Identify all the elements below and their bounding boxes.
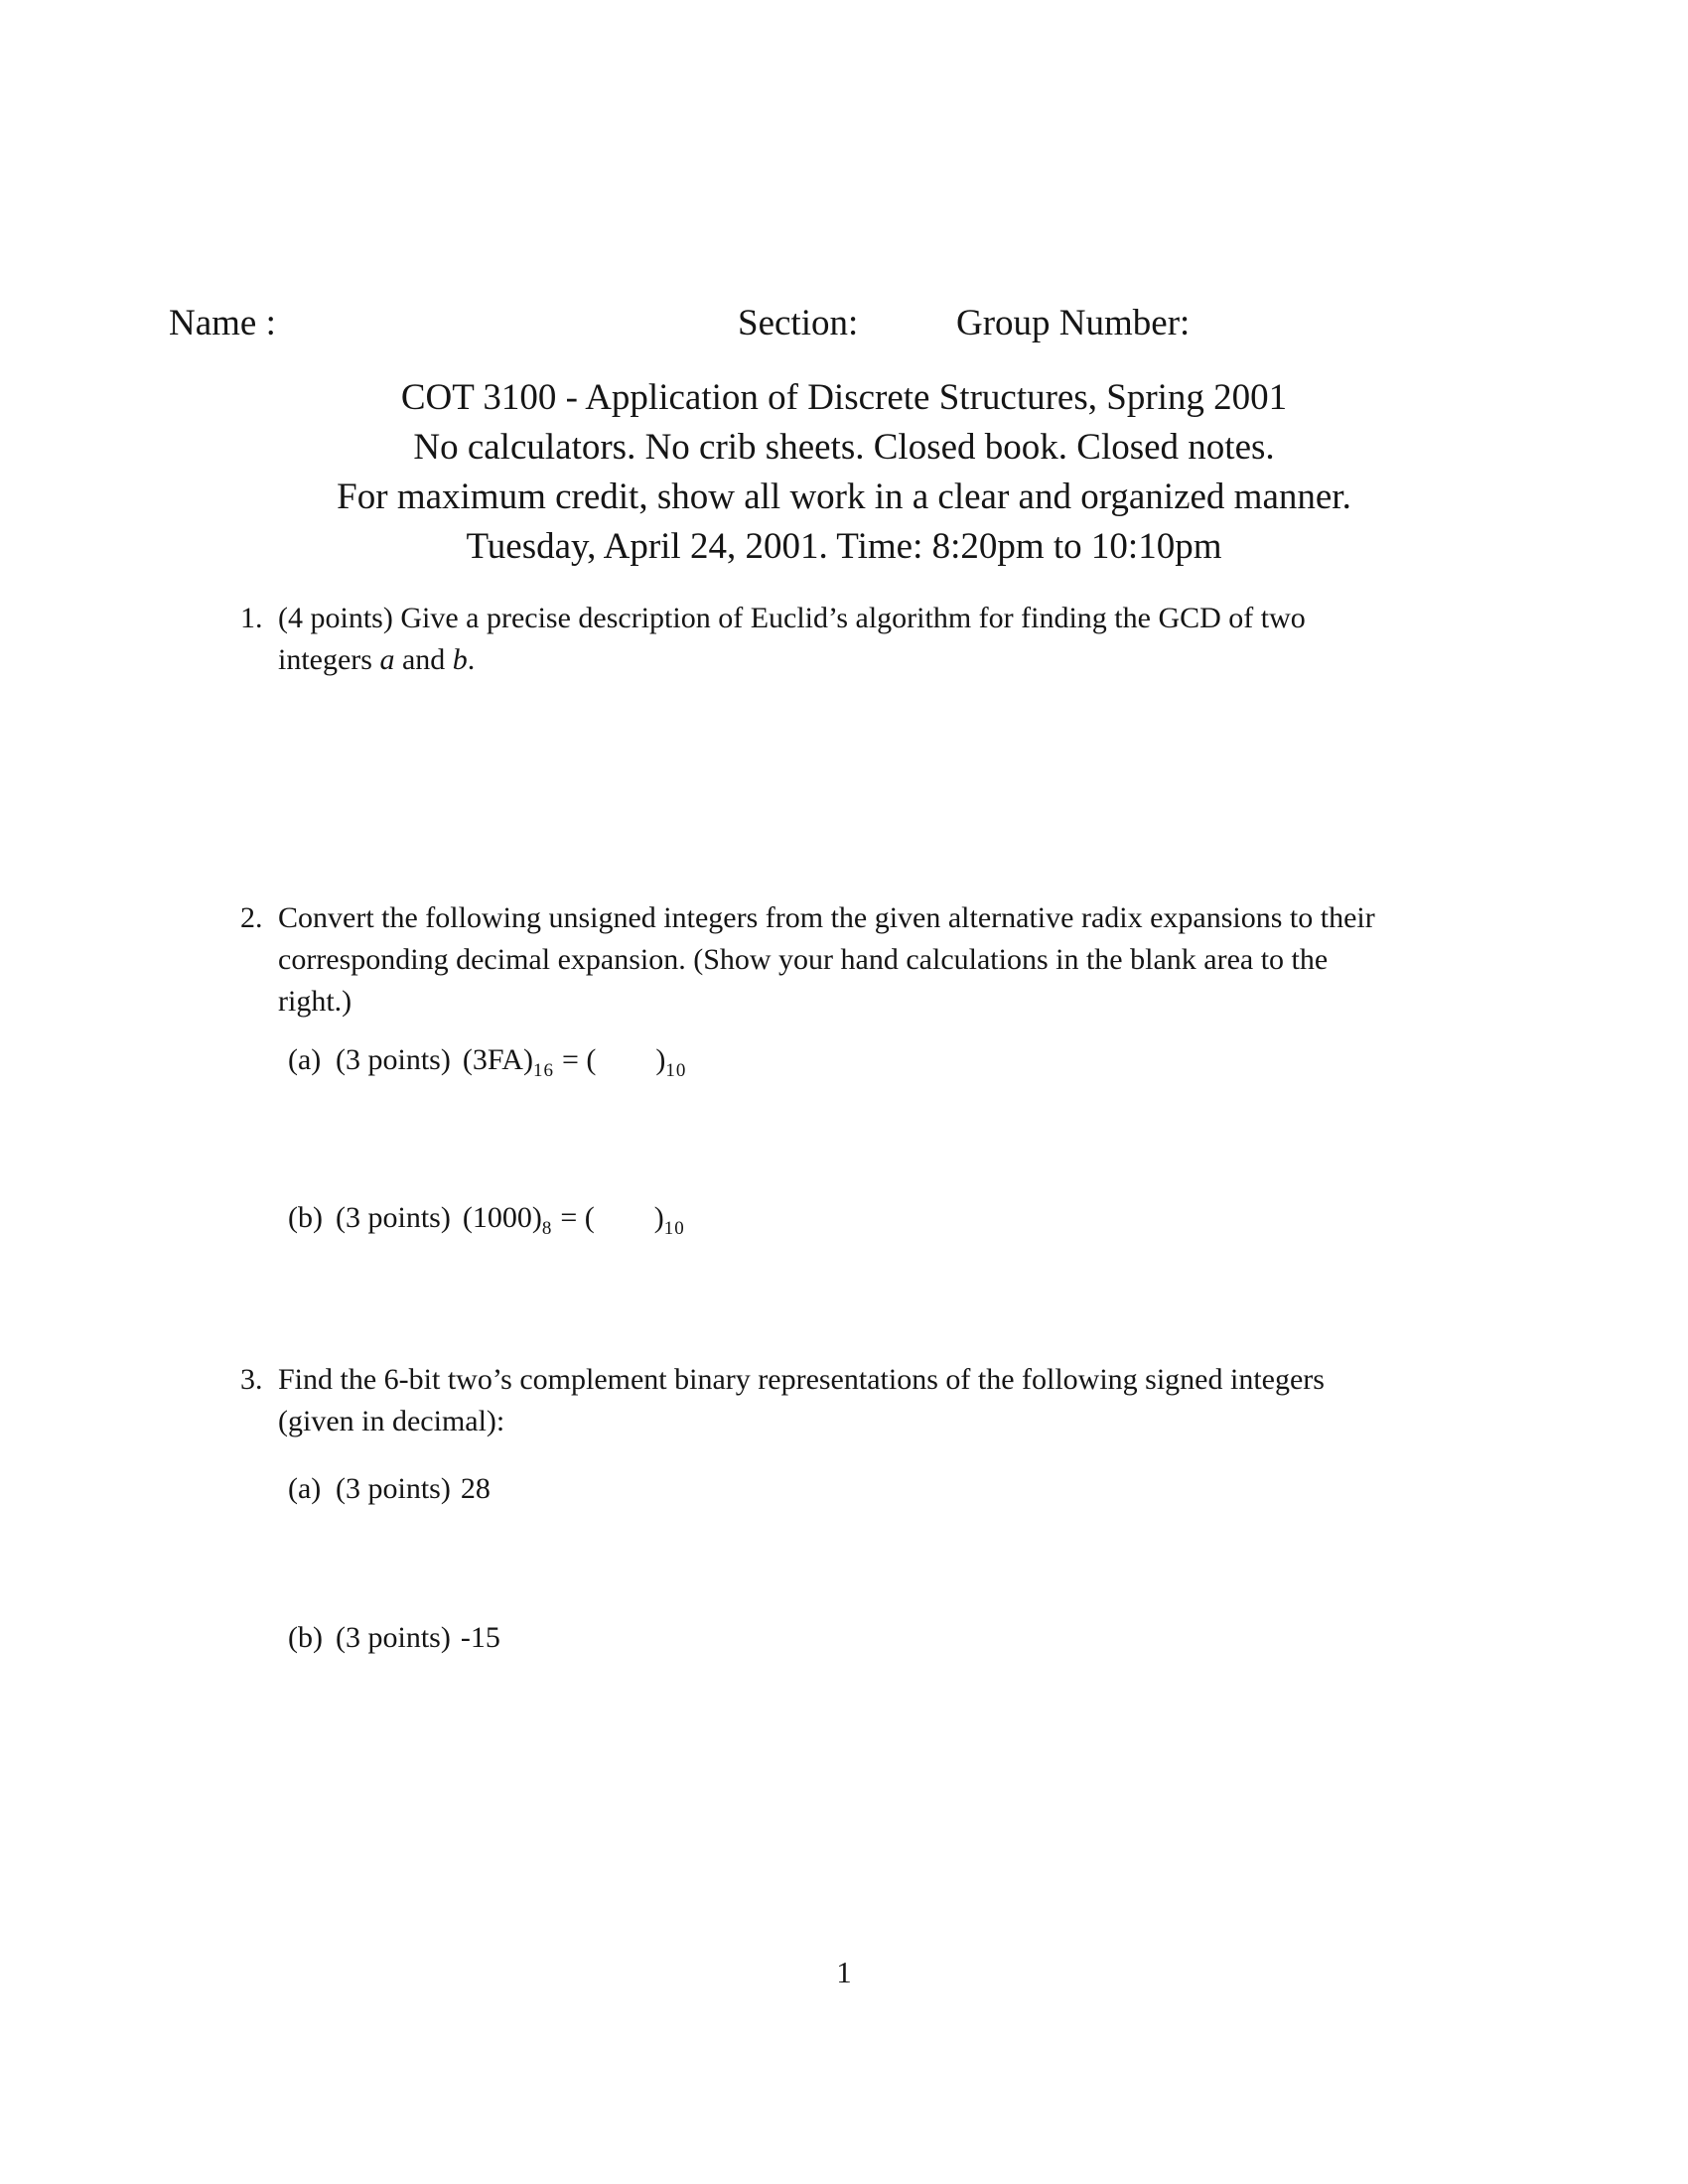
radix-subscript-16: 16 [532, 1060, 554, 1081]
exam-title-block [0, 373, 1688, 572]
question-2-number: 2. [240, 901, 263, 934]
question-1-line2-prefix: integers [278, 643, 380, 676]
question-1-line2-mid: and [394, 643, 453, 676]
close-paren: ) [655, 1043, 666, 1076]
section-field-label: Section: [738, 303, 859, 343]
exam-rules-line: No calculators. No crib sheets. Closed book. Closed notes. [413, 427, 1275, 468]
question-2-line-1 [240, 897, 1375, 939]
radix-subscript-10: 10 [665, 1060, 687, 1081]
question-3-part-a [288, 1468, 491, 1510]
part-b-label: (b) [288, 1201, 323, 1234]
question-2-part-b [288, 1197, 685, 1250]
question-1-line-1 [240, 598, 1306, 639]
part-b-value: -15 [460, 1621, 500, 1654]
equals-open-paren: = ( [560, 1201, 595, 1234]
part-a-value: 28 [460, 1472, 491, 1505]
question-2 [240, 897, 1375, 1023]
header-row [0, 298, 1688, 349]
part-a-label: (a) [288, 1043, 322, 1076]
name-field-label: Name : [169, 303, 276, 343]
part-b-points: (3 points) [336, 1201, 451, 1234]
part-b-points: (3 points) [336, 1621, 451, 1654]
question-1-number: 1. [240, 602, 263, 634]
question-3-number: 3. [240, 1363, 263, 1396]
exam-credit-line: For maximum credit, show all work in a clear and organized manner. [337, 477, 1351, 517]
group-number-field-label: Group Number: [956, 303, 1191, 343]
close-paren: ) [653, 1201, 664, 1234]
radix-expression-base: (3FA) [462, 1043, 533, 1076]
question-2-line-2: corresponding decimal expansion. (Show your hand calculations in the blank area to the [278, 943, 1329, 976]
question-2-part-a [288, 1039, 686, 1092]
question-2-line-3: right.) [278, 985, 352, 1018]
question-3-line-2: (given in decimal): [278, 1405, 505, 1437]
answer-blank [595, 1226, 654, 1227]
variable-b: b [452, 643, 468, 676]
answer-blank [596, 1068, 655, 1069]
variable-a: a [379, 643, 395, 676]
question-1 [240, 598, 1306, 681]
question-3-line-1 [240, 1359, 1325, 1401]
question-2-text: Convert the following unsigned integers from the given alternative radix expansions to their [278, 901, 1375, 934]
equals-open-paren: = ( [561, 1043, 597, 1076]
part-a-points: (3 points) [336, 1472, 451, 1505]
part-a-label: (a) [288, 1472, 322, 1505]
question-1-text: (4 points) Give a precise description of Euclid’s algorithm for finding the GCD of two [278, 602, 1306, 634]
question-1-line-2 [278, 639, 1306, 681]
part-a-points: (3 points) [336, 1043, 451, 1076]
exam-course-title: COT 3100 - Application of Discrete Structures, Spring 2001 [400, 377, 1288, 418]
part-b-label: (b) [288, 1621, 323, 1654]
question-3-text: Find the 6-bit two’s complement binary representations of the following signed integers [278, 1363, 1325, 1396]
question-3-part-b [288, 1617, 500, 1659]
radix-subscript-8: 8 [541, 1218, 553, 1239]
page-number: 1 [836, 1955, 852, 1989]
question-1-line2-suffix: . [467, 643, 476, 676]
exam-date-time-line: Tuesday, April 24, 2001. Time: 8:20pm to 10:10pm [466, 526, 1222, 567]
radix-expression-base: (1000) [462, 1201, 542, 1234]
question-3 [240, 1359, 1325, 1442]
radix-subscript-10: 10 [663, 1218, 685, 1239]
